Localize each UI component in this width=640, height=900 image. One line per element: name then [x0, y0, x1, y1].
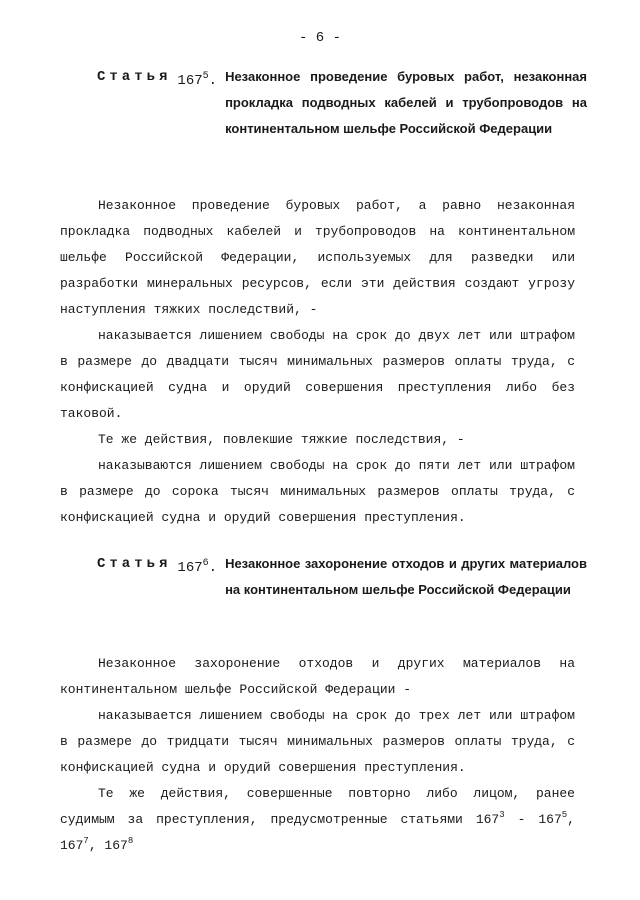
- reference-sup: 7: [83, 836, 89, 846]
- article-paragraph: Незаконное проведение буровых работ, а равно незаконная прокладка подводных кабелей и трубопроводов на континентальном шельфе Российской Федерации, используемых для разведки или разработки минеральных ресурсов, если эти действия создают угрозу наступления тяжких последствий, -: [60, 198, 575, 317]
- reference-sup: 8: [127, 836, 134, 846]
- article-reference: 167: [104, 838, 128, 853]
- article-title: Незаконное проведение буровых работ, незаконная прокладка подводных кабелей и трубопроводов на континентальном шельфе Российской Федерации: [225, 69, 587, 136]
- article-label: Статья: [97, 69, 172, 85]
- article-paragraph: Те же действия, повлекшие тяжкие последствия, -: [98, 432, 465, 447]
- article-number-base: 167: [177, 73, 203, 89]
- article-paragraph: наказываются лишением свободы на срок до пяти лет или штрафом в размере до сорока тысяч минимальных размеров оплаты труда, с конфискацией судна и орудий совершения преступления.: [60, 458, 575, 525]
- article-number: $167^6$.: [177, 558, 218, 576]
- article-heading-167-5: [97, 64, 587, 142]
- article-paragraph: Незаконное захоронение отходов и других материалов на континентальном шельфе Российской Федерации -: [60, 656, 575, 697]
- article-heading-167-6: [97, 551, 587, 603]
- article-reference: 167: [60, 838, 84, 853]
- article-number-sup: 6: [202, 558, 209, 569]
- article-reference: 167: [475, 812, 500, 827]
- article-body-167-5: [60, 193, 575, 531]
- article-body-167-6: [60, 651, 575, 859]
- article-number-sup: 5: [202, 71, 209, 82]
- article-paragraph: наказывается лишением свободы на срок до двух лет или штрафом в размере до двадцати тысяч минимальных размеров оплаты труда, с конфискацией судна и орудий совершения преступления либо без таковой.: [60, 328, 575, 421]
- range-dash: -: [517, 812, 526, 827]
- reference-sup: 5: [561, 810, 568, 820]
- article-label: Статья: [97, 556, 172, 572]
- paragraph-text: Те же действия, совершенные повторно либо лицом, ранее судимым за преступления, предусмотренные статьями: [60, 786, 575, 827]
- page-number: - 6 -: [298, 30, 341, 46]
- article-title: Незаконное захоронение отходов и других материалов на континентальном шельфе Российской Федерации: [225, 556, 587, 597]
- article-reference: 167: [538, 812, 562, 827]
- article-number-base: 167: [177, 560, 203, 576]
- article-paragraph: наказывается лишением свободы на срок до трех лет или штрафом в размере до тридцати тысяч минимальных размеров оплаты труда, с конфискацией судна и орудий совершения преступления.: [60, 708, 575, 775]
- article-number: $167^5$.: [177, 71, 218, 89]
- article-paragraph: Те же действия, совершенные повторно либо лицом, ранее судимым за преступления, предусмотренные статьями $167^3 - 167^5$, $167^7$, $167^8$: [60, 786, 575, 853]
- reference-sup: 3: [499, 810, 505, 820]
